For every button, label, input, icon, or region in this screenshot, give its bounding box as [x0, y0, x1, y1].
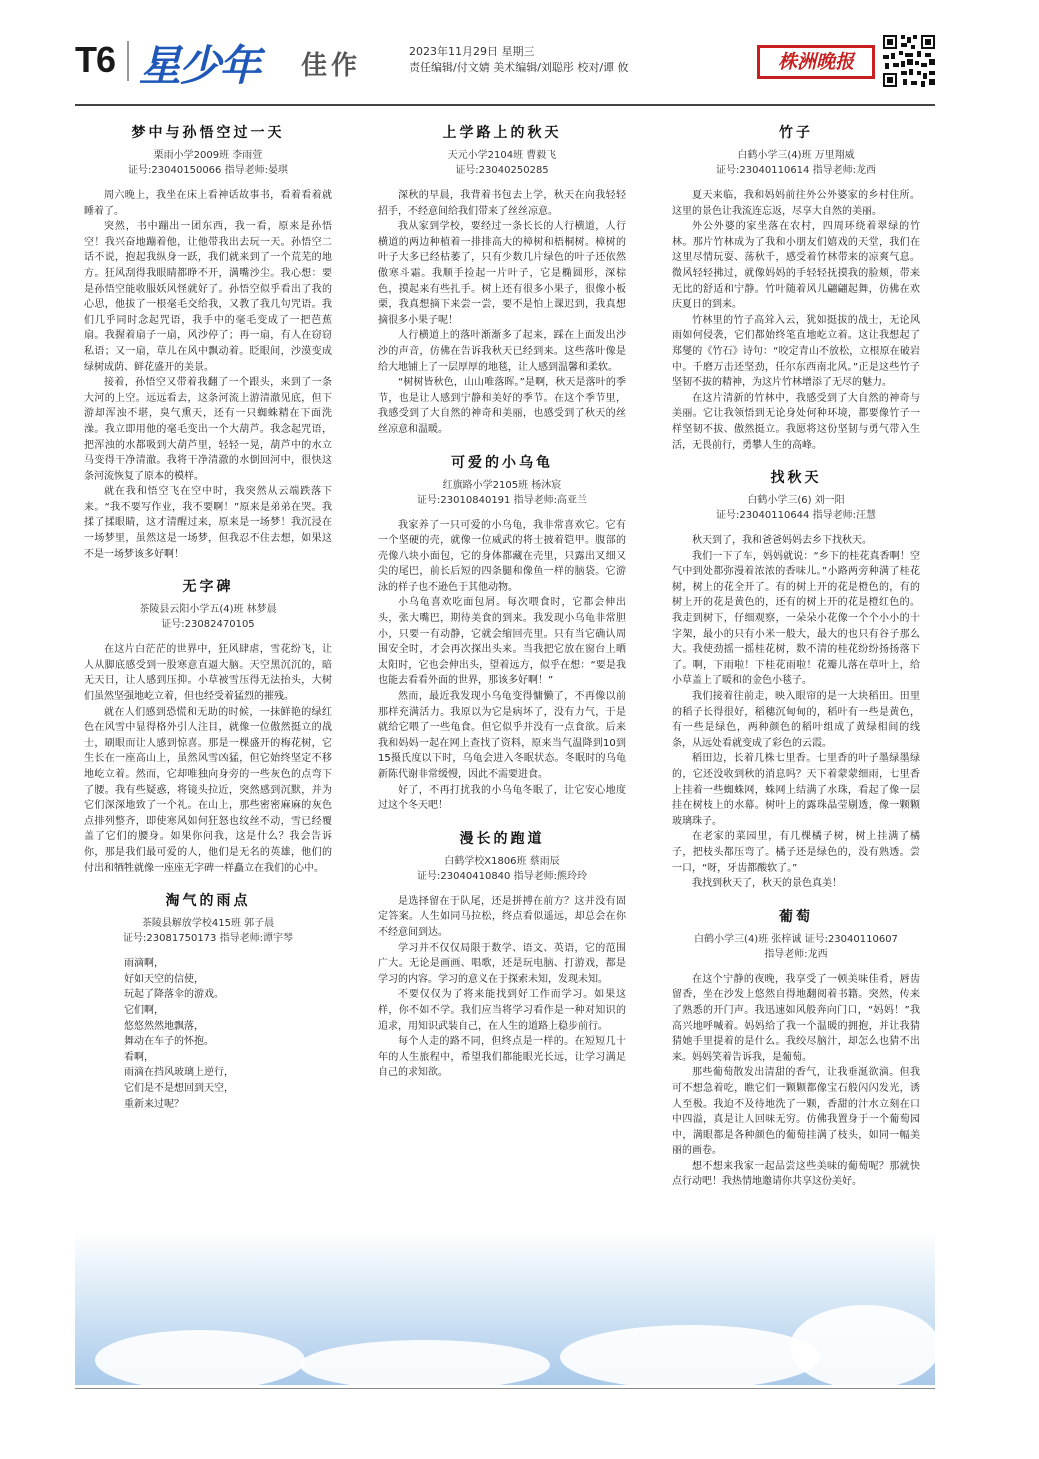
paragraph: 那些葡萄散发出清甜的香气，让我垂涎欲滴。但我可不想急着吃，瞧它们一颗颗都像宝石般闪闪发光，诱人至极。我迫不及待地洗了一颗，香甜的汁水立刻在口中四溢，真是让人回味无穷。仿佛我置身于一个葡萄园中，满眼都是各种颜色的葡萄挂满了枝头，如同一幅美丽的画卷。 — [672, 1067, 920, 1157]
article-byline: 证号:23082470105 — [161, 619, 255, 631]
column-right — [672, 118, 920, 1204]
paragraph: 想不想来我家一起品尝这些美味的葡萄呢？那就快点行动吧！我热情地邀请你共享这份美好。 — [672, 1160, 920, 1188]
article — [672, 122, 920, 453]
header-rule — [75, 104, 935, 106]
article-body — [378, 894, 626, 1081]
paragraph: 在这片清新的竹林中，我感受到了大自然的神奇与美丽。它让我领悟到无论身处何种环境，都要像竹子一样坚韧不拔、傲然挺立。我愿将这份坚韧与勇气带入生活，无畏前行，勇攀人生的高峰。 — [672, 392, 920, 451]
paragraph: 然而，最近我发现小乌龟变得慵懒了，不再像以前那样充满活力。我原以为它是病坏了，没有力气，于是就给它喂了一些龟食。但它似乎并没有一点食欲。后来我和妈妈一起在网上查找了资料，原来当气温降到10到15摄氏度以下时，乌龟会进入冬眠状态。冬眠时的乌龟新陈代谢非常缓慢，因此不需要进食。 — [378, 691, 626, 780]
article — [672, 906, 920, 1190]
cloud-decoration — [560, 1325, 820, 1389]
article-body — [378, 188, 626, 438]
paragraph: 我从家到学校，要经过一条长长的人行横道，人行横道的两边种植着一排排高大的樟树和梧桐树。樟树的叶子大多已经枯萎了，只有少数几片绿色的叶子还依然傲寒斗霜。我顺手捡起一片叶子，它是椭圆形，深棕色，摸起来有些扎手。树上还有很多小果子，很像小板栗，我真想摘下来尝一尝，要不是怕上课迟到，我真想摘很多小果子呢！ — [378, 221, 626, 326]
footer-rule — [75, 1388, 935, 1389]
article-byline: 证号:23081750173 指导老师:谭宇琴 — [123, 933, 293, 945]
article-body — [378, 518, 626, 814]
poem-line: 好如天空的信使， — [124, 973, 204, 985]
issue-date: 2023年11月29日 星期三 — [409, 45, 535, 58]
paragraph: 我们接着往前走，映入眼帘的是一大块稻田。田里的稻子长得很好，稻穗沉甸甸的，稻叶有一些是黄色，有一些是绿色，两种颜色的稻叶组成了黄绿相间的线条，从远处看就变成了彩色的云霞。 — [672, 691, 920, 749]
editors-line: 责任编辑/付文婧 美术编辑/刘聪彤 校对/谭 攸 — [409, 61, 629, 74]
paragraph: 是选择留在于队尾，还是拼搏在前方？这并没有固定答案。人生如同马拉松，终点看似遥远，却总会在你不经意间到达。 — [378, 895, 626, 938]
article-byline: 天元小学2104班 曹毅飞 — [447, 150, 557, 161]
article-byline: 白鹤学校X1806班 蔡雨辰 — [444, 855, 560, 867]
paragraph: 我们一下了车，妈妈就说：“乡下的桂花真香啊！空气中到处都弥漫着浓浓的香味儿。”小路两旁种满了桂花树，树上的花全开了。有的树上开的花是橙色的，有的树上开的花是黄色的，还有的树上开的花是橙红色的。我走到树下，仔细观察，一朵朵小花像一个个小小的十字架，最小的只有小米一般大，最大的也只有谷子那么大。我使劲摇一摇桂花树，数不清的桂花纷纷扬扬落下了。啊，下雨啦！下桂花雨啦！花瓣儿落在草叶上，给小草盖上了暖和的金色小毯子。 — [672, 550, 920, 687]
paragraph: 竹林里的竹子高耸入云，犹如挺拔的战士，无论风雨如何侵袭，它们都始终笔直地屹立着。这让我想起了郑燮的《竹石》诗句：“咬定青山不放松，立根原在破岩中。千磨万击还坚劲，任尔东西南北风。”正是这些竹子坚韧不拔的精神，为这片竹林增添了无尽的魅力。 — [672, 314, 920, 389]
paragraph: 我家养了一只可爱的小乌龟，我非常喜欢它。它有一个坚硬的壳，就像一位威武的将士披着铠甲。腹部的壳像八块小面包，它的身体都藏在壳里，只露出叉细又尖的尾巴，前长后短的四条腿和像鱼一样的脑袋。它游泳的样子也不逊色于其他动物。 — [378, 519, 626, 593]
article-title: 上学路上的秋天 — [442, 125, 562, 141]
paragraph: 在这个宁静的夜晚，我享受了一顿美味佳肴，唇齿留香，坐在沙发上悠然自得地翻阅着书籍。突然，传来了熟悉的开门声。我迅速如风般奔向门口，“妈妈！”我高兴地呼喊着。妈妈给了我一个温暖的拥抱，并让我猜猜她手里提着的是什么。我绞尽脑汁，却怎么也猜不出来。妈妈笑着告诉我，是葡萄。 — [672, 973, 920, 1063]
column-left — [84, 118, 332, 1126]
article — [672, 467, 920, 892]
article — [378, 122, 626, 438]
column-middle — [378, 118, 626, 1095]
article-byline: 茶陵县云阳小学五(4)班 林梦晨 — [139, 604, 277, 616]
article-title: 梦中与孙悟空过一天 — [131, 125, 285, 141]
article-body — [84, 188, 332, 562]
poem-body — [84, 956, 332, 1112]
paragraph: 人行横道上的落叶渐渐多了起来，踩在上面发出沙沙的声音，仿佛在告诉我秋天已经到来。这些落叶像是给大地铺上了一层厚厚的地毯，让人感到温馨和柔软。 — [378, 330, 626, 373]
poem-line: 雨滴啊， — [124, 958, 164, 970]
paragraph: 在老家的菜园里，有几棵橘子树，树上挂满了橘子，把枝头都压弯了。橘子还是绿色的，没有熟透。尝一口，“呀，牙齿都酸软了。” — [672, 831, 920, 874]
paragraph: 就在我和悟空飞在空中时，我突然从云端跌落下来。“我不要写作业，我不要啊！”原来是弟弟在哭。我揉了揉眼睛，这才清醒过来，原来是一场梦！我沉浸在一场梦里，虽然这是一场梦，但我忍不住去想，如果这不是一场梦该多好啊！ — [84, 486, 332, 560]
newspaper-logo: 株洲晚报 — [757, 45, 875, 79]
article-byline: 白鹤小学三(4)班 万里翔威 — [737, 150, 855, 161]
paragraph: 学习并不仅仅局限于数学、语文、英语，它的范围广大。无论是画画、唱歌，还是玩电脑、打游戏，都是学习的内容。学习的意义在于探索未知，发现未知。 — [378, 942, 626, 985]
article — [378, 828, 626, 1081]
paragraph: 外公外婆的家坐落在农村，四周环绕着翠绿的竹林。那片竹林成为了我和小朋友们嬉戏的天堂，我们在这里尽情玩耍、荡秋千，感受着竹林带来的凉爽气息。微风轻轻拂过，就像妈妈的手轻轻抚摸我的脸颊，带来无比的舒适和宁静。竹叶随着风儿翩翩起舞，仿佛在欢庆夏日的到来。 — [672, 221, 920, 311]
article-byline: 证号:23040410840 指导老师:熊玲玲 — [417, 870, 587, 882]
page-number: T6 — [75, 39, 116, 80]
paragraph: 每个人走的路不同，但终点是一样的。在短短几十年的人生旅程中，希望我们都能眼光长远，让学习满足自己的求知欲。 — [378, 1036, 626, 1079]
article — [84, 576, 332, 876]
article-title: 无字碑 — [182, 579, 234, 596]
poem-line: 看啊， — [124, 1051, 154, 1063]
article-body — [84, 642, 332, 876]
article-title: 淘气的雨点 — [165, 893, 251, 910]
paragraph: 在这片白茫茫的世界中，狂风肆虐，雪花纷飞，让人从脚底感受到一股寒意直逼大脑。天空黑沉沉的，暗无天日，让人感到压抑。小草被雪压得无法抬头，大树们虽然坚强地屹立着，但也经受着猛烈的摧残。 — [84, 644, 332, 703]
paragraph: 突然，书中蹦出一团东西，我一看，原来是孙悟空！我兴奋地蹦着他，让他带我出去玩一天。孙悟空二话不说，抱起我纵身一跃，我们就来到了一个荒芜的地方。狂风刮得我眼睛都睁不开，满嘴沙尘。我心想：要是孙悟空能收服妖风怪就好了。孙悟空似乎看出了我的心思，他拔了一根毫毛交给我，又教了我几句咒语。我们几乎同时念起咒语，我手中的毫毛变成了一把芭蕉扇。我握着扇子一扇，风沙停了；再一扇，有人在窃窃私语；又一扇，草儿在风中飘动着。眨眼间，沙漠变成绿树成荫、鲜花盛开的美景。 — [84, 221, 332, 373]
article-byline: 白鹤小学三(6) 刘一阳 — [747, 495, 845, 507]
paragraph: 周六晚上，我坐在床上看神话故事书，看着看着就睡着了。 — [84, 190, 332, 217]
article-body — [672, 972, 920, 1190]
brand-title: 星少年 — [139, 44, 260, 90]
masthead-divider — [127, 41, 129, 81]
article-title: 可爱的小乌龟 — [451, 454, 553, 471]
article-byline: 证号:23040110644 指导老师:汪慧 — [716, 510, 876, 522]
paragraph: 好了，不再打扰我的小乌龟冬眠了，让它安心地度过这个冬天吧！ — [378, 784, 626, 812]
cloud-decoration — [790, 1305, 940, 1389]
poem-line: 雨滴在挡风玻璃上逆行， — [124, 1067, 234, 1079]
article-title: 葡萄 — [779, 908, 813, 925]
article — [378, 452, 626, 814]
paragraph: 稻田边，长着几株七里香。七里香的叶子墨绿墨绿的，它还没收到秋的消息吗？天下着蒙蒙细雨，七里香上挂着一些蜘蛛网，蛛网上结满了水珠，看起了像一层挂在树枝上的水幕。树叶上的露珠晶莹剔透，像一颗颗玻璃珠子。 — [672, 753, 920, 827]
masthead — [75, 33, 935, 95]
article-title: 找秋天 — [770, 470, 822, 487]
poem-line: 舞动在车子的怀抱。 — [124, 1036, 214, 1048]
article-body — [672, 533, 920, 892]
poem-line: 悠悠然然地飘落， — [124, 1020, 204, 1032]
poem-line: 重新来过呢？ — [124, 1098, 184, 1110]
paragraph: 深秋的早晨，我背着书包去上学，秋天在向我轻轻招手，不经意间给我们带来了丝丝凉意。 — [378, 190, 626, 217]
article-byline: 栗雨小学2009班 李雨萱 — [153, 150, 263, 161]
poem-line: 它们是不是想回到天空， — [124, 1082, 234, 1094]
article-byline: 指导老师:龙西 — [764, 948, 828, 960]
article-byline: 茶陵县解放学校415班 郭子晨 — [141, 918, 275, 930]
qr-code-icon — [881, 33, 937, 89]
article-byline: 证号:23040250285 — [455, 165, 549, 176]
cloud-decoration — [95, 1330, 305, 1390]
paragraph: 接着，孙悟空又带着我翻了一个跟头，来到了一条大河的上空。远远看去，这条河流上游清澈见底，但下游却浑浊不堪，臭气熏天，还有一只蜘蛛精在下面洗澡。我立即用他的毫毛变出一个大葫芦。我念起咒语，把浑浊的水都吸到大葫芦里，轻轻一晃，葫芦中的水立马变得干净清澈。我将干净清澈的水倒回河中，很快这条河流恢复了原本的模样。 — [84, 377, 332, 482]
article-byline: 证号:23040150066 指导老师:晏琪 — [128, 165, 288, 176]
paragraph: 我找到秋天了，秋天的景色真美！ — [692, 878, 842, 890]
paragraph: 秋天到了，我和爸爸妈妈去乡下找秋天。 — [692, 535, 872, 547]
article — [84, 122, 332, 562]
paragraph: 就在人们感到恐慌和无助的时候，一抹鲜艳的绿红色在风雪中显得格外引人注目，就像一位傲然挺立的战士，刷眼而让人感到惊喜。那是一棵盛开的梅花树，它生长在一座高山上，虽然风雪凶猛，但它始终坚定不移地屹立着。然而，它却唯独向身旁的一些灰色的点弯下了腰。我有些疑惑，将镜头拉近，突然感到沉默，并为它们深深地致了一个礼。在山上，那些密密麻麻的灰色点排列整齐，即使寒风如何狂怒也纹丝不动，雪已经覆盖了它们的腰身。如果你问我，这是什么？我会告诉你，那是我们最可爱的人，他们是无名的英雄，他们的付出和牺牲就像一座座无字碑一样矗立在我们的心中。 — [84, 706, 332, 874]
paragraph: 小乌龟喜欢吃面包屑。每次喂食时，它都会伸出头，张大嘴巴，期待美食的到来。我发现小乌龟非常胆小，只要一有动静，它就会缩回壳里。只有当它确认周围安全时，才会再次探出头来。当我把它放在窗台上晒太阳时，它也会伸出头，望着远方，似乎在想：“要是我也能去看看外面的世界，那该多好啊！” — [378, 597, 626, 687]
article-title: 漫长的跑道 — [459, 830, 545, 847]
article — [84, 890, 332, 1112]
poem-line: 它们啊， — [124, 1004, 164, 1016]
section-title: 佳作 — [301, 51, 362, 81]
paragraph: 夏天来临，我和妈妈前往外公外婆家的乡村住所。这里的景色让我流连忘返，尽享大自然的美丽。 — [672, 190, 920, 217]
article-body — [672, 188, 920, 453]
article-byline: 证号:23010840191 指导老师:高亚兰 — [417, 494, 587, 506]
article-byline: 证号:23040110614 指导老师:龙西 — [716, 165, 876, 176]
article-title: 竹子 — [779, 125, 813, 141]
poem-line: 玩起了降落伞的游戏。 — [124, 989, 224, 1001]
article-byline: 白鹤小学三(4)班 张梓诚 证号:23040110607 — [694, 933, 898, 945]
article-byline: 红旗路小学2105班 杨沐宸 — [442, 479, 562, 491]
cloud-decoration — [300, 1340, 550, 1390]
paragraph: 不要仅仅为了将来能找到好工作而学习。如果这样，你不如不学。我们应当将学习看作是一种对知识的追求，用知识武装自己，在人生的道路上稳步前行。 — [378, 989, 626, 1032]
paragraph: “树树皆秋色，山山唯落晖。”是啊，秋天是落叶的季节，也是让人感到宁静和美好的季节。在这个季节里，我感受到了大自然的神奇和美丽，也感受到了秋天的丝丝凉意和温暖。 — [378, 377, 626, 435]
